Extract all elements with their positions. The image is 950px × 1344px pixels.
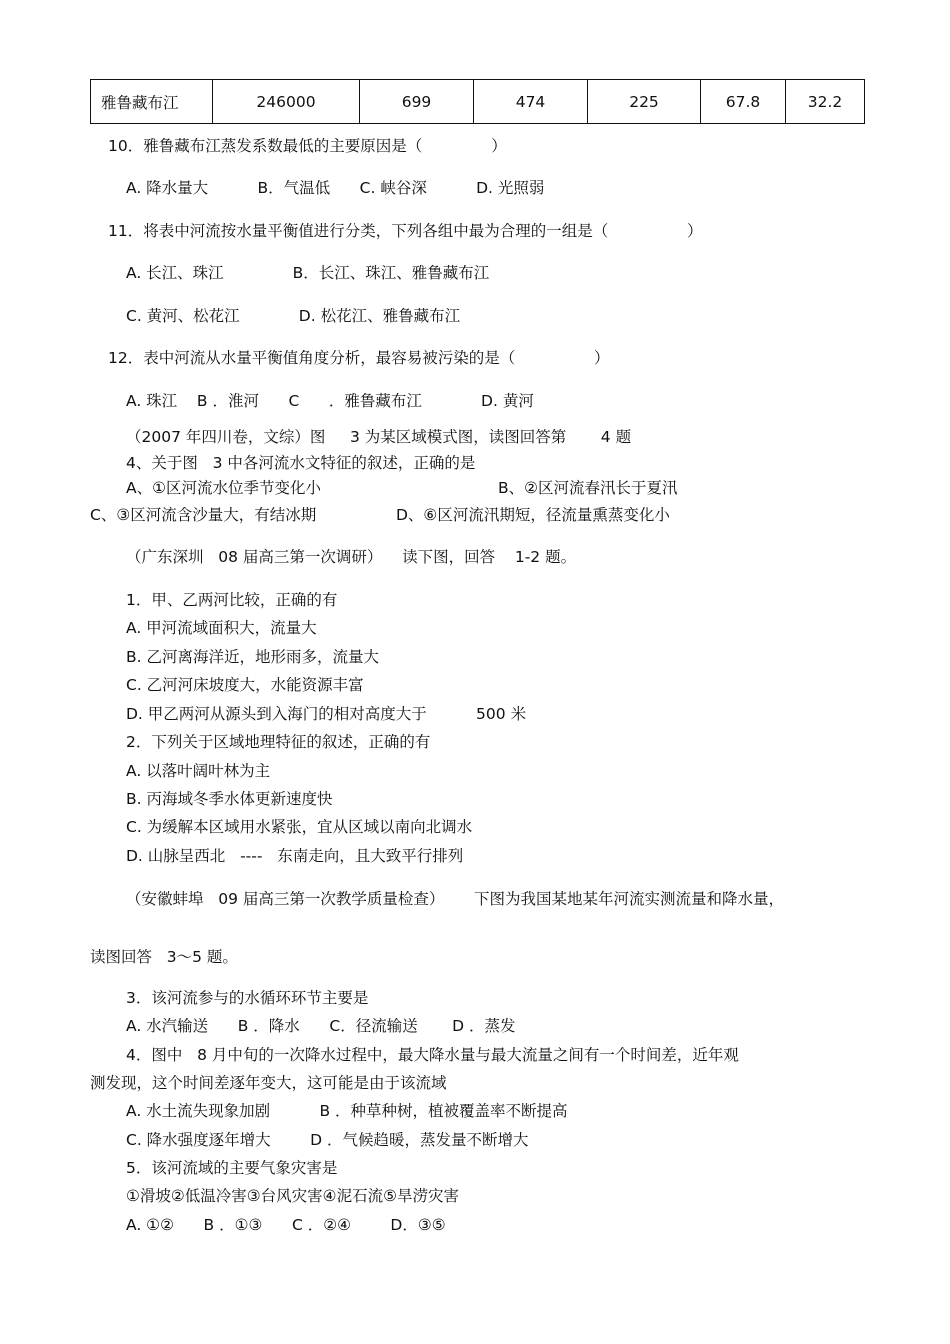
q5-items: ①滑坡②低温冷害③台风灾害④泥石流⑤旱涝灾害 (126, 1187, 459, 1205)
q2-option-b: B. 丙海域冬季水体更新速度快 (126, 790, 333, 808)
q1-option-a: A. 甲河流域面积大，流量大 (126, 619, 317, 637)
section-bengbu-09-cont: 读图回答 3～5 题。 (90, 948, 238, 966)
question-5: 5．该河流域的主要气象灾害是 (126, 1159, 338, 1177)
table-cell: 699 (360, 80, 474, 124)
section-sichuan-2007: （2007 年四川卷，文综）图 3 为某区域模式图，读图回答第 4 题 (126, 428, 632, 446)
q1-option-d: D. 甲乙两河从源头到入海门的相对高度大于 500 米 (126, 705, 527, 723)
table-row (91, 80, 865, 124)
q1-option-b: B. 乙河离海洋近，地形雨多，流量大 (126, 648, 379, 666)
question-4-sichuan: 4、关于图 3 中各河流水文特征的叙述，正确的是 (126, 454, 476, 472)
q2-option-a: A. 以落叶阔叶林为主 (126, 762, 271, 780)
question-1: 1．甲、乙两河比较，正确的有 (126, 591, 338, 609)
q11-options-cd: C. 黄河、松花江 D. 松花江、雅鲁藏布江 (126, 307, 461, 325)
q2-option-d: D. 山脉呈西北 ---- 东南走向，且大致平行排列 (126, 847, 464, 865)
question-4: 4．图中 8 月中旬的一次降水过程中，最大降水量与最大流量之间有一个时间差，近年观 (126, 1046, 739, 1064)
table-cell: 225 (588, 80, 701, 124)
question-4-cont: 测发现，这个时间差逐年变大，这可能是由于该流域 (90, 1074, 447, 1092)
q4-option-c: C、③区河流含沙量大，有结冰期 (90, 506, 317, 524)
q4-option-b: B、②区河流春汛长于夏汛 (498, 479, 678, 497)
q11-options-ab: A. 长江、珠江 B．长江、珠江、雅鲁藏布江 (126, 264, 490, 282)
q3-options: A. 水汽输送 B ．降水 C．径流输送 D ．蒸发 (126, 1017, 516, 1035)
table-cell: 246000 (213, 80, 360, 124)
table-cell: 32.2 (786, 80, 865, 124)
q12-options: A. 珠江 B ．淮河 C ．雅鲁藏布江 D. 黄河 (126, 392, 534, 410)
table-cell: 474 (474, 80, 588, 124)
river-data-table (90, 79, 865, 124)
table-cell-river: 雅鲁藏布江 (91, 80, 213, 124)
q4-options-ab: A. 水土流失现象加剧 B ．种草种树，植被覆盖率不断提高 (126, 1102, 568, 1120)
q2-option-c: C. 为缓解本区域用水紧张，宜从区域以南向北调水 (126, 818, 473, 836)
question-11: 11．将表中河流按水量平衡值进行分类，下列各组中最为合理的一组是（ ） (108, 222, 703, 240)
section-shenzhen-08: （广东深圳 08 届高三第一次调研） 读下图，回答 1-2 题。 (126, 548, 577, 566)
table-cell: 67.8 (701, 80, 786, 124)
q4-option-d: D、⑥区河流汛期短，径流量熏蒸变化小 (396, 506, 670, 524)
section-bengbu-09: （安徽蚌埠 09 届高三第一次教学质量检查） 下图为我国某地某年河流实测流量和降水量， (126, 890, 784, 908)
q10-options: A. 降水量大 B．气温低 C. 峡谷深 D. 光照弱 (126, 179, 545, 197)
question-10: 10．雅鲁藏布江蒸发系数最低的主要原因是（ ） (108, 137, 507, 155)
q5-options: A. ①② B ．①③ C ．②④ D．③⑤ (126, 1216, 446, 1234)
q4-options-cd: C. 降水强度逐年增大 D ．气候趋暖，蒸发量不断增大 (126, 1131, 529, 1149)
question-2: 2．下列关于区域地理特征的叙述，正确的有 (126, 733, 431, 751)
q1-option-c: C. 乙河河床坡度大，水能资源丰富 (126, 676, 364, 694)
question-3: 3．该河流参与的水循环环节主要是 (126, 989, 369, 1007)
q4-option-a: A、①区河流水位季节变化小 (126, 479, 321, 497)
question-12: 12．表中河流从水量平衡值角度分析，最容易被污染的是（ ） (108, 349, 610, 367)
